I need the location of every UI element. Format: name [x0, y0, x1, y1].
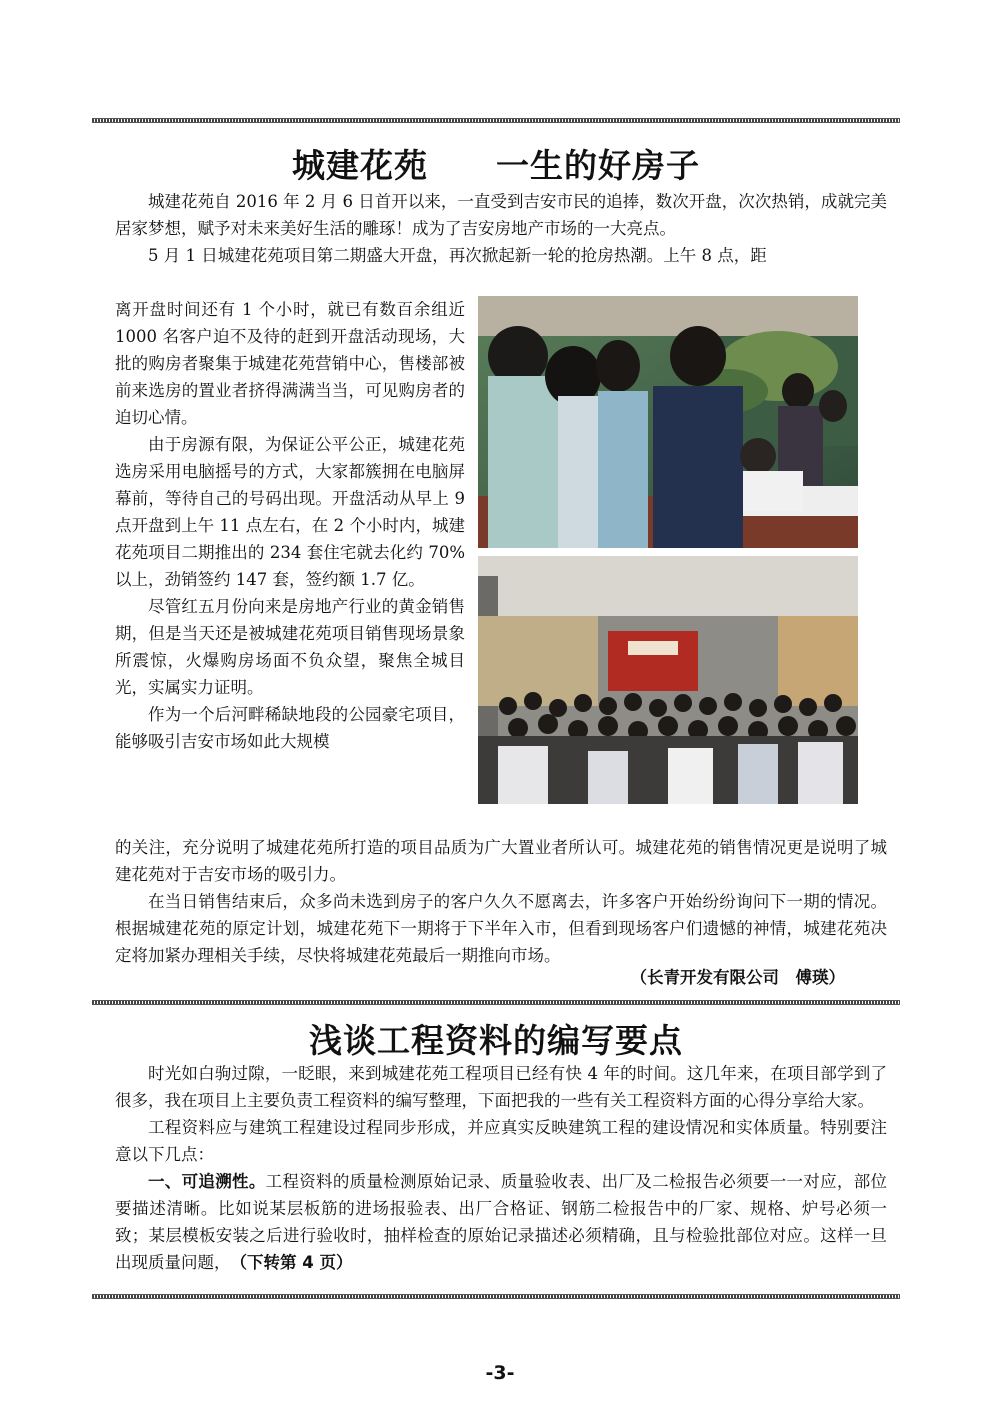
article2-point-heading: 一、可追溯性。	[148, 1172, 266, 1191]
article1-paragraph-3: 由于房源有限，为保证公平公正，城建花苑选房采用电脑摇号的方式，大家都簇拥在电脑屏幕前，等待自己的号码出现。开盘活动从早上 9 点开盘到上午 11 点左右，在 2 个小时内，城建花苑项目二期推出的 234 套住宅就去化约 70%以上，劲销签约 147 套，签约额 1.7 亿。	[115, 435, 465, 589]
article1-paragraph-2-cont: 离开盘时间还有 1 个小时，就已有数百余组近 1000 名客户迫不及待的赶到开盘活动现场，大批的购房者聚集于城建花苑营销中心，售楼部被前来选房的置业者挤得满满当当，可见购房者的迫切心情。	[115, 300, 465, 427]
article1-intro	[115, 188, 887, 269]
photo-crowd-hall	[478, 556, 858, 804]
article1-paragraph-1: 城建花苑自 2016 年 2 月 6 日首开以来，一直受到吉安市民的追捧，数次开盘，次次热销，成就完美居家梦想，赋予对未来美好生活的雕琢！成为了吉安房地产市场的一大亮点。	[115, 192, 887, 238]
article1-left-column	[115, 296, 465, 755]
article2-paragraph-3	[115, 1168, 887, 1276]
article1-signature: （长青开发有限公司 傅瑛）	[630, 968, 845, 987]
article2-title: 浅谈工程资料的编写要点	[309, 1021, 683, 1060]
article1-tail	[115, 834, 887, 969]
continued-note: （下转第 4 页）	[238, 1253, 353, 1272]
article2-paragraph-1: 时光如白驹过隙，一眨眼，来到城建花苑工程项目已经有快 4 年的时间。这几年来，在项目部学到了很多，我在项目上主要负责工程资料的编写整理，下面把我的一些有关工程资料方面的心得分享给大家。	[115, 1064, 887, 1110]
page-number: -3-	[485, 1362, 515, 1384]
middle-divider	[92, 1000, 900, 1005]
article2-point-body: 工程资料的质量检测原始记录、质量验收表、出厂及二检报告必须要一一对应，部位要描述清晰。比如说某层板筋的进场报验表、出厂合格证、钢筋二检报告中的厂家、规格、炉号必须一致；某层模板安装之后进行验收时，抽样检查的原始记录描述必须精确，且与检验批部位对应。这样一旦出现质量问题，	[115, 1172, 888, 1272]
bottom-divider	[92, 1294, 900, 1299]
photo-sales-office	[478, 296, 858, 548]
article1-paragraph-6: 在当日销售结束后，众多尚未选到房子的客户久久不愿离去，许多客户开始纷纷询问下一期的情况。根据城建花苑的原定计划，城建花苑下一期将于下半年入市，但看到现场客户们遗憾的神情，城建花苑决定将加紧办理相关手续，尽快将城建花苑最后一期推向市场。	[115, 892, 887, 965]
article1-paragraph-5-cont: 的关注，充分说明了城建花苑所打造的项目品质为广大置业者所认可。城建花苑的销售情况更是说明了城建花苑对于吉安市场的吸引力。	[115, 838, 887, 884]
article1-paragraph-4: 尽管红五月份向来是房地产行业的黄金销售期，但是当天还是被城建花苑项目销售现场景象所震惊，火爆购房场面不负众望，聚焦全城目光，实属实力证明。	[115, 597, 465, 697]
article1-paragraph-2-start: 5 月 1 日城建花苑项目第二期盛大开盘，再次掀起新一轮的抢房热潮。上午 8 点，距	[148, 246, 767, 265]
top-divider	[92, 118, 900, 123]
article2-body	[115, 1060, 887, 1276]
article1-title: 城建花苑 一生的好房子	[292, 146, 700, 185]
article1-paragraph-5-start: 作为一个后河畔稀缺地段的公园豪宅项目，能够吸引吉安市场如此大规模	[115, 705, 465, 751]
article2-paragraph-2: 工程资料应与建筑工程建设过程同步形成，并应真实反映建筑工程的建设情况和实体质量。特别要注意以下几点：	[115, 1118, 887, 1164]
